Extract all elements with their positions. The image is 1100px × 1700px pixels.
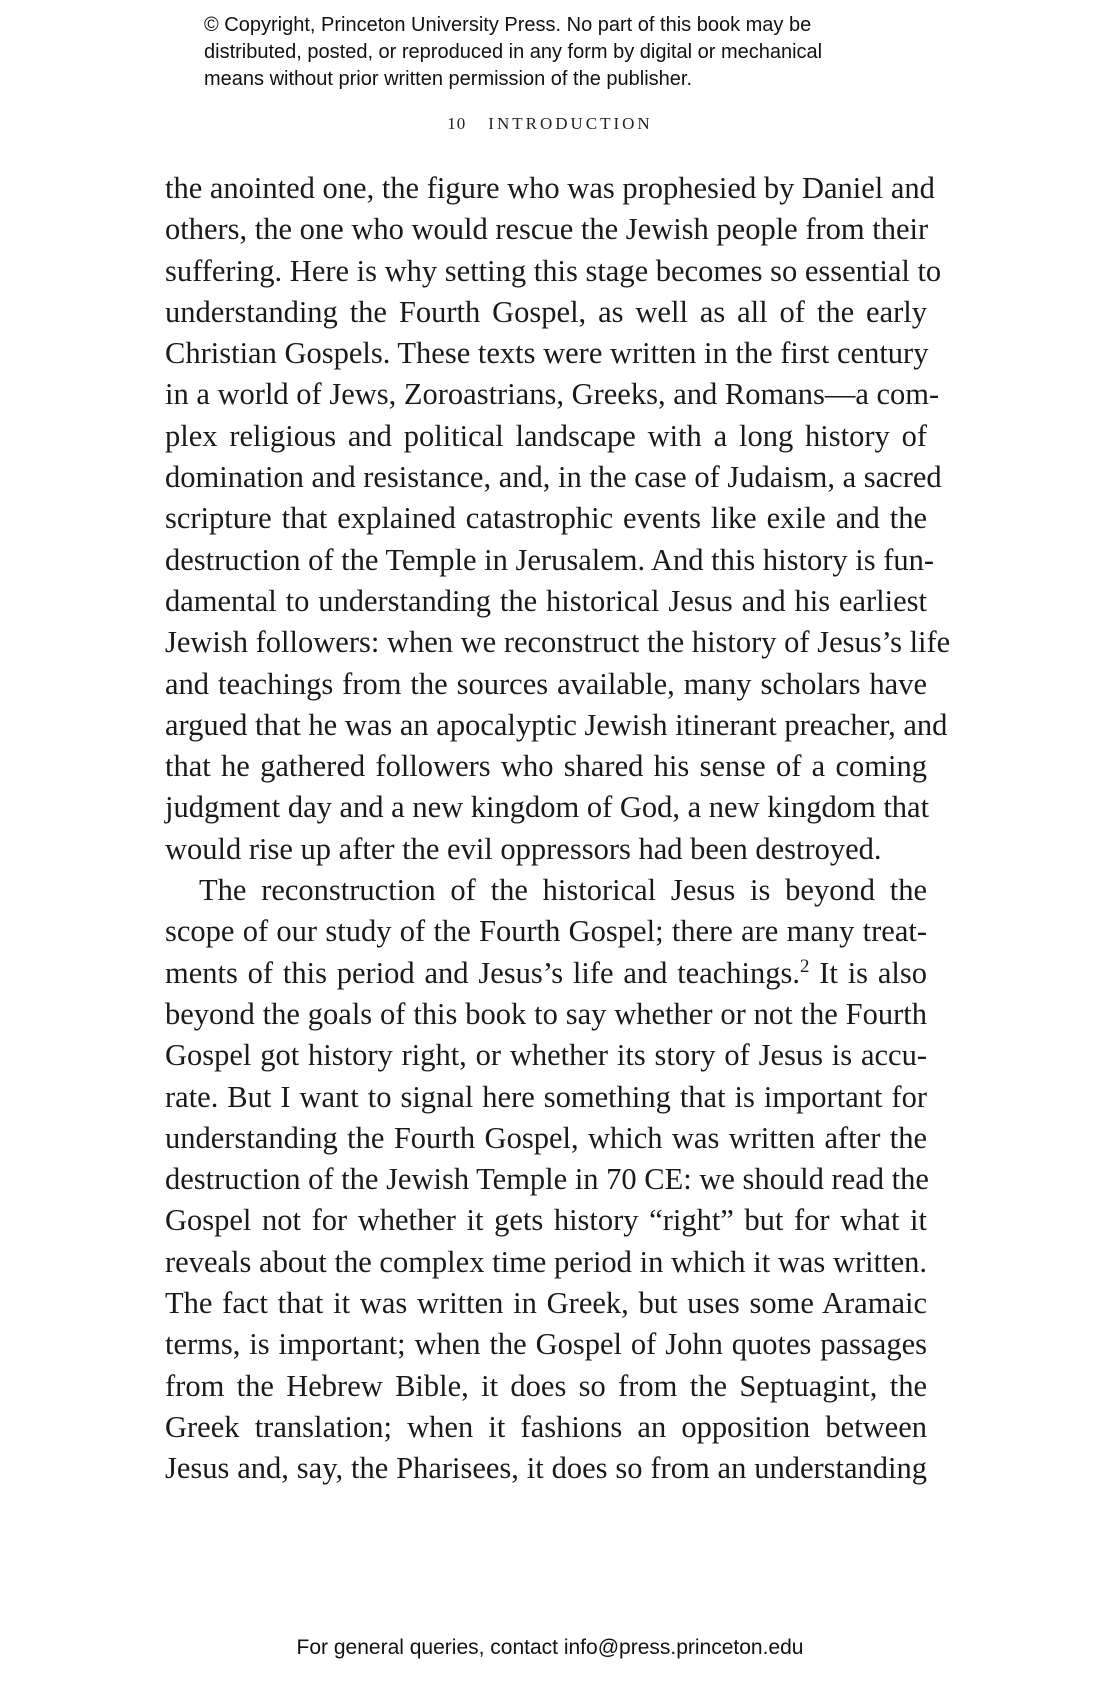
- text-line: would rise up after the evil oppressors had been destroyed.: [165, 831, 882, 866]
- text-line: and teachings from the sources available, many scholars have: [165, 666, 927, 701]
- text-line: reveals about the complex time period in which it was written.: [165, 1244, 927, 1279]
- text-line: destruction of the Temple in Jerusalem. And this history is fun-: [165, 542, 935, 577]
- text-line: suffering. Here is why setting this stage becomes so essential to: [165, 253, 942, 288]
- text-line: destruction of the Jewish Temple in 70 CE: we should read the: [165, 1162, 929, 1197]
- text-line: Gospel not for whether it gets history “right” but for what it: [165, 1203, 927, 1238]
- text-line: argued that he was an apocalyptic Jewish itinerant preacher, and: [165, 707, 948, 742]
- text-segment: It is also: [809, 955, 927, 990]
- copyright-line: means without prior written permission of the publisher.: [204, 68, 693, 90]
- text-line: [165, 953, 927, 994]
- text-line: that he gathered followers who shared his sense of a coming: [165, 749, 927, 784]
- text-line: judgment day and a new kingdom of God, a new kingdom that: [165, 790, 930, 825]
- text-line: scope of our study of the Fourth Gospel; there are many treat-: [165, 914, 927, 949]
- text-segment: ments of this period and Jesus’s life and teachings.: [165, 955, 800, 990]
- text-line: The fact that it was written in Greek, but uses some Aramaic: [165, 1286, 927, 1321]
- footer-contact: For general queries, contact info@press.princeton.edu: [296, 1636, 804, 1659]
- text-line: plex religious and political landscape with a long history of: [165, 418, 927, 453]
- section-title: INTRODUCTION: [488, 114, 653, 133]
- copyright-notice: [204, 12, 924, 93]
- text-line: Greek translation; when it fashions an opposition between: [165, 1409, 927, 1444]
- paragraph: [165, 168, 951, 870]
- copyright-line: © Copyright, Princeton University Press. No part of this book may be: [204, 14, 812, 36]
- text-line: The reconstruction of the historical Jesus is beyond the: [199, 873, 927, 908]
- copyright-line: distributed, posted, or reproduced in any form by digital or mechanical: [204, 41, 823, 63]
- footnote-marker: 2: [800, 955, 810, 977]
- text-line: others, the one who would rescue the Jewish people from their: [165, 212, 929, 247]
- text-line: beyond the goals of this book to say whether or not the Fourth: [165, 996, 927, 1031]
- text-line: damental to understanding the historical Jesus and his earliest: [165, 583, 927, 618]
- text-line: terms, is important; when the Gospel of John quotes passages: [165, 1327, 927, 1362]
- text-line: rate. But I want to signal here something that is important for: [165, 1079, 927, 1114]
- text-line: scripture that explained catastrophic events like exile and the: [165, 501, 927, 536]
- text-line: Jewish followers: when we reconstruct the history of Jesus’s life: [165, 625, 951, 660]
- text-line: domination and resistance, and, in the case of Judaism, a sacred: [165, 460, 942, 495]
- paragraph: [165, 870, 927, 1489]
- body-text: [165, 168, 951, 1490]
- text-line: from the Hebrew Bible, it does so from the Septuagint, the: [165, 1368, 927, 1403]
- text-line: Gospel got history right, or whether its story of Jesus is accu-: [165, 1038, 927, 1073]
- text-line: understanding the Fourth Gospel, as well as all of the early: [165, 294, 927, 329]
- page-number: 10: [447, 114, 467, 133]
- text-line: Jesus and, say, the Pharisees, it does so from an understanding: [165, 1451, 927, 1486]
- text-line: Christian Gospels. These texts were written in the first century: [165, 336, 929, 371]
- running-head: [0, 114, 1100, 134]
- text-line: in a world of Jews, Zoroastrians, Greeks, and Romans—a com-: [165, 377, 940, 412]
- text-line: the anointed one, the figure who was prophesied by Daniel and: [165, 171, 935, 205]
- text-line: understanding the Fourth Gospel, which was written after the: [165, 1120, 927, 1155]
